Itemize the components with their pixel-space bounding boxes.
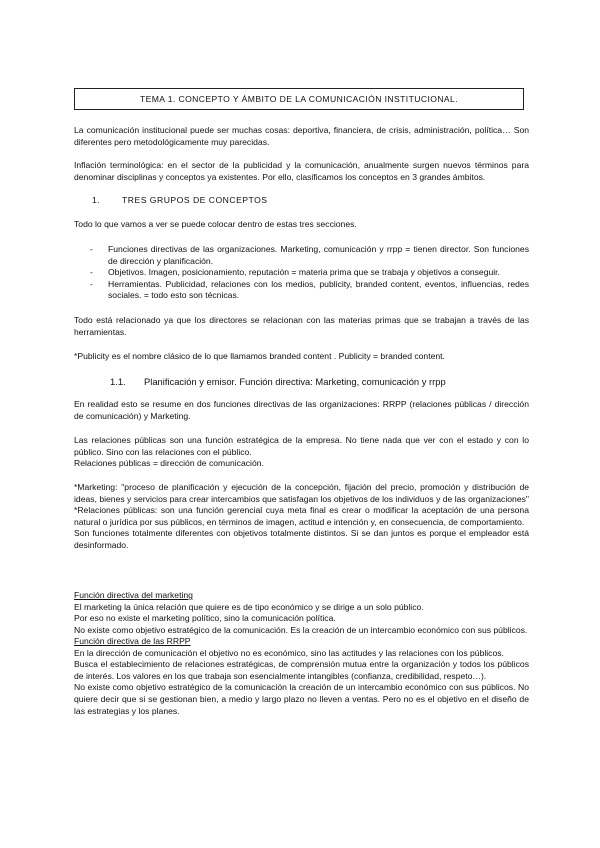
intro-paragraph-2: Inflación terminológica: en el sector de la publicidad y la comunicación, anualmente surgen nuevos términos para denominar disciplinas y conceptos ya existentes. Por ello, clasificamos los conceptos en 3 grandes ámbitos. (74, 160, 529, 182)
rrpp-function-heading: Función directiva de las RRPP (74, 636, 191, 646)
rrpp-function-line: No existe como objetivo estratégico de la comunicación la creación de un intercambio económico con sus públicos. No quiere decir que si se gestionan bien, a medio y largo plazo no lleven a ventas. Pero no es el objetivo en el diseño de las estrategias y los planes. (74, 682, 529, 716)
list-item (90, 267, 529, 279)
section-1-heading (92, 195, 268, 205)
concept-list (90, 244, 529, 302)
marketing-function-heading: Función directiva del marketing (74, 590, 193, 600)
definitions-block (74, 482, 529, 552)
section-1-number: 1. (92, 195, 101, 205)
rrpp-definition: Las relaciones públicas son una función estratégica de la empresa. No tiene nada que ver con el estado y con lo público. Sino con las relaciones con el público. (74, 435, 529, 457)
bullet-dash: - (90, 267, 93, 278)
section-1-1-number: 1.1. (110, 376, 126, 387)
list-item-text: Funciones directivas de las organizaciones. Marketing, comunicación y rrpp = tienen director. Son funciones de dirección y planificación. (108, 244, 529, 266)
section-1-1-title: Planificación y emisor. Función directiva: Marketing, comunicación y rrpp (144, 376, 446, 387)
marketing-function-block (74, 590, 529, 636)
marketing-quote: *Marketing: "proceso de planificación y ejecución de la concepción, fijación del precio, promoción y distribución de ideas, bienes y servicios para crear intercambios que satisfagan los objetivos de los individuos y de las organizaciones" (74, 482, 529, 504)
list-item (90, 279, 529, 302)
section-1-1-heading (110, 376, 446, 387)
section-1-lead: Todo lo que vamos a ver se puede colocar dentro de estas tres secciones. (74, 219, 357, 229)
rrpp-equation: Relaciones públicas = dirección de comunicación. (74, 458, 264, 469)
section-1-1-paragraph-1: En realidad esto se resume en dos funciones directivas de las organizaciones: RRPP (relaciones públicas / dirección de comunicación) y Marketing. (74, 399, 529, 421)
bullet-dash: - (90, 244, 93, 254)
marketing-function-line: El marketing la única relación que quiere es de tipo económico y se dirige a un solo público. (74, 601, 424, 612)
section-1-note: *Publicity es el nombre clásico de lo que llamamos branded content . Publicity = branded content. (74, 351, 445, 361)
intro-paragraph-1: La comunicación institucional puede ser muchas cosas: deportiva, financiera, de crisis, administración, política… Son diferentes pero metodológicamente muy parecidas. (74, 125, 529, 147)
section-1-1-paragraph-2 (74, 435, 529, 470)
page-title: TEMA 1. CONCEPTO Y ÁMBITO DE LA COMUNICACIÓN INSTITUCIONAL. (74, 88, 524, 110)
marketing-function-line: No existe como objetivo estratégico de la comunicación. Es la creación de un intercambio económico con sus públicos. (74, 624, 528, 635)
marketing-function-line: Por eso no existe el marketing político, sino la comunicación política. (74, 613, 336, 624)
rrpp-function-block (74, 636, 529, 717)
list-item (90, 244, 529, 267)
list-item-text: Objetivos. Imagen, posicionamiento, reputación = materia prima que se trabaja y objetivos a conseguir. (108, 267, 500, 278)
section-1-title: TRES GRUPOS DE CONCEPTOS (122, 195, 268, 205)
bullet-dash: - (90, 278, 93, 289)
section-1-paragraph-1: Todo está relacionado ya que los directores se relacionan con las materias primas que se trabajan a través de las herramientas. (74, 315, 529, 337)
rrpp-function-line: En la dirección de comunicación el objetivo no es económico, sino las actitudes y las relaciones con los públicos. (74, 647, 504, 658)
rrpp-quote: *Relaciones públicas: son una función gerencial cuya meta final es crear o modificar la aceptación de una persona natural o jurídica por sus públicos, en términos de imagen, actitud e intención y, en consecuencia, de comportamiento. (74, 505, 529, 527)
list-item-text: Herramientas. Publicidad, relaciones con los medios, publicity, branded content, eventos, influencias, redes sociales. = todo esto son técnicas. (108, 278, 529, 301)
rrpp-function-line: Busca el establecimiento de relaciones estratégicas, de comprensión mutua entre la organización y todos los públicos de interés. Los valores en los que trabaja son esencialmente intangibles (confianza, credibilidad, respeto…). (74, 659, 529, 681)
conclusion-text: Son funciones totalmente diferentes con objetivos totalmente distintos. Si se dan juntos es porque el empleador está desinformado. (74, 528, 529, 550)
